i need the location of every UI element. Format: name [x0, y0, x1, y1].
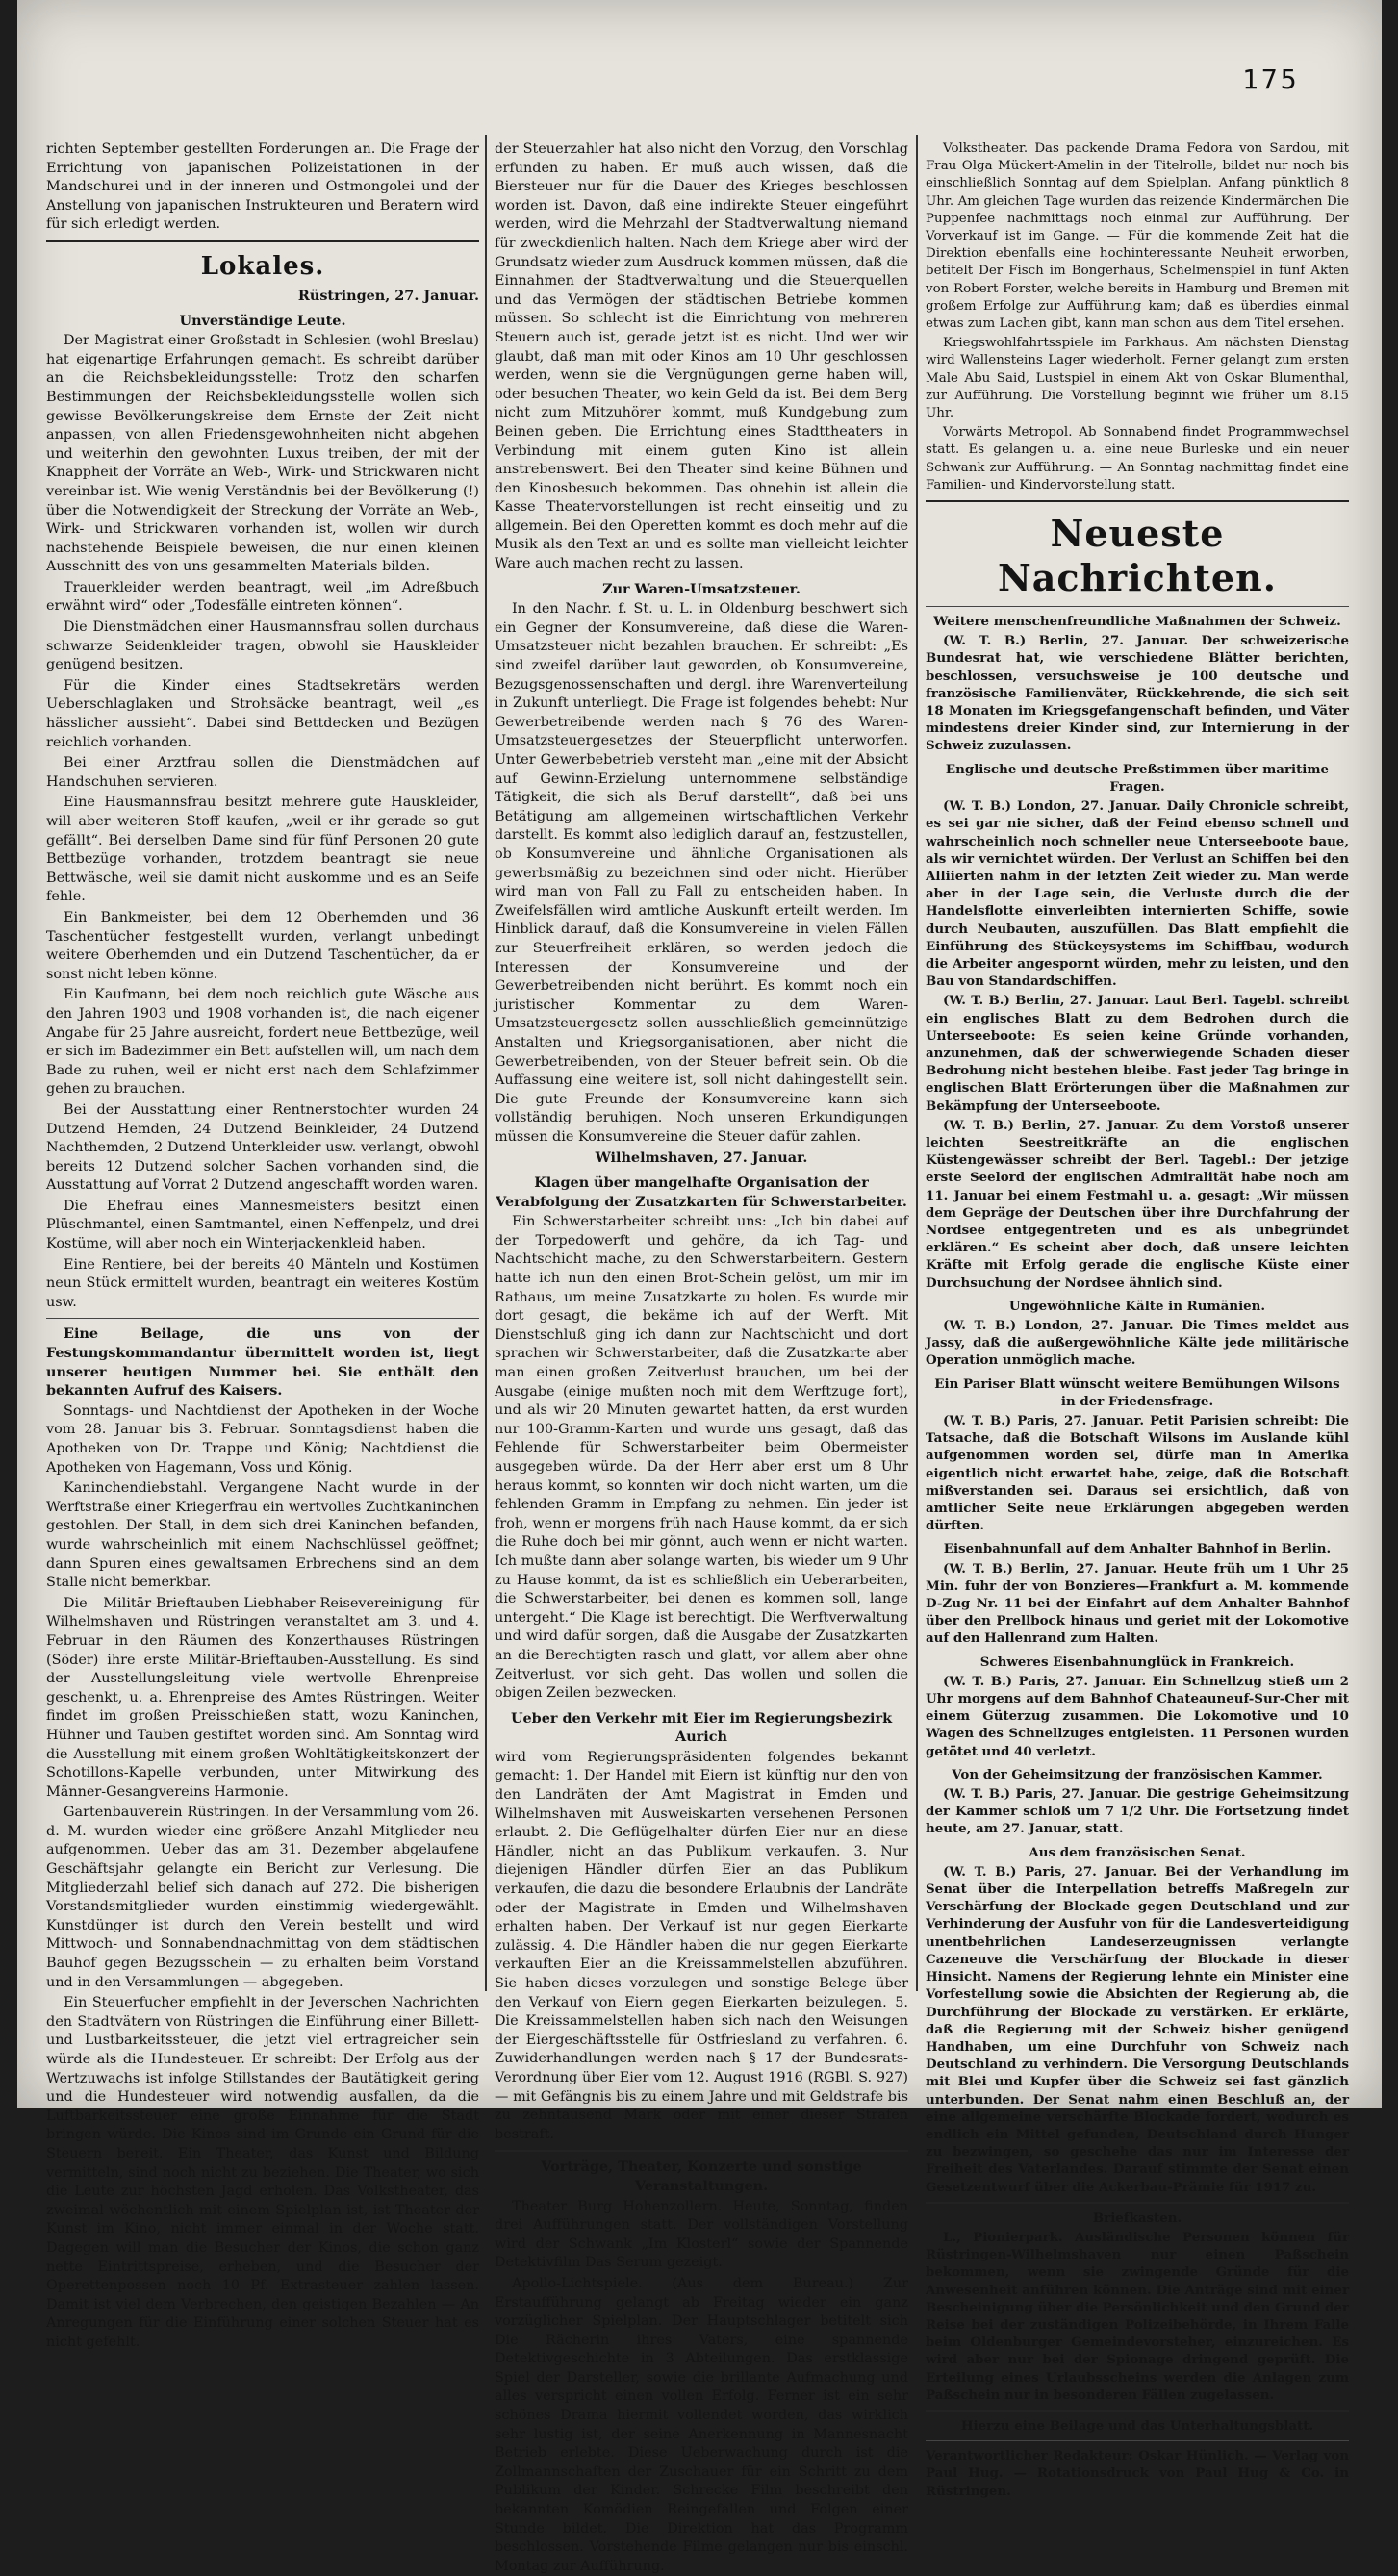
article-heading: Ein Pariser Blatt wünscht weitere Bemühungen Wilsons in der Friedensfrage.: [934, 1376, 1340, 1409]
paragraph: der Steuerzahler hat also nicht den Vorzug, den Vorschlag erfunden zu haben. Er muß auch wissen, daß die Biersteuer nur für die Dauer des Krieges beschlossen worden ist. Davon, daß eine indirekte Steuer eingeführt werden, wird die Mehrzahl der Stadtverwaltung niemand für zweckdienlich halten. Nach dem Kriege aber wird der Grundsatz wieder zum Ausdruck kommen müssen, daß die Einnahmen der Stadtverwaltung und die Steuerquellen und das Vermögen der städtischen Betriebe kommen müssen. So schlecht ist die Einrichtung von mehreren Steuern auch ist, gerade jetzt ist es nicht. Und wer wir glaubt, daß man mit oder Kinos am 10 Uhr geschlossen werden, wenn sie die Vergnügungen gerne haben will, oder besuchen Theater, wo kein Geld da ist. Bei dem Berg nicht zum Mitzuhörer kommt, muß Kundgebung zum Beinen geben. Die Errichtung eines Stadttheaters in Verbindung mit einem guten Kino ist allein anstrebenswert. Bei den Theater sind keine Bühnen und den Kinosbesuch bekommen. Das ohnehin ist allein die Kasse Theatervorstellungen ist recht einseitig und zu allgemein. Bei den Operetten kommt es doch mehr auf die Musik als den Text an und es sollte man vielleicht leichter Ware auch machen recht zu lassen.: [495, 141, 908, 572]
article-heading: Englische und deutsche Preßstimmen über maritime Fragen.: [945, 761, 1330, 795]
paragraph: Für die Kinder eines Stadtsekretärs werden Ueberschlaglaken und Strohsäcke beantragt, weil „es hässlicher aussieht“. Dabei sind Bettdecken und Bezügen reichlich vorhanden.: [46, 677, 479, 750]
article-heading: Eisenbahnunfall auf dem Anhalter Bahnhof in Berlin.: [943, 1541, 1332, 1557]
paragraph: Volkstheater. Das packende Drama Fedora von Sardou, mit Frau Olga Mückert-Amelin in der Titelrolle, bildet nur noch bis einschließlich Sonntag auf dem Spielplan. Anfang pünktlich 8 Uhr. Am gleichen Tage wurden das reizende Kindermärchen Die Puppenfee nachmittags noch einmal zur Aufführung. Der Vorverkauf ist im Gange. — Für die kommende Zeit hat die Direktion ebenfalls eine hochinteressante Neuheit erworben, betitelt Der Fisch im Bongerhaus, Schelmenspiel in fünf Akten von Robert Forster, welche bereits in Hamburg und Bremen mit großem Erfolge zur Aufführung kam; daß es überdies einmal etwas zum Lachen gibt, kann man schon aus dem Titel ersehen.: [926, 141, 1349, 332]
paragraph: Apollo-Lichtspiele. (Aus dem Bureau.) Zur Erstaufführung gelangt ab Freitag wieder ein ganz vorzüglicher Spielplan. Der Hauptschlager betitelt sich Die Rächerin ihres Vaters, eine spannende Detektivgeschichte in 3 Abteilungen. Das erstklassige Spiel der Darsteller, sowie die brillante Aufmachung und alles verspricht einen vollen Erfolg. Ferner ist ein sehr schönes Drama hiermit vollendet worden, das wirklich sehr lustig ist, der seine Anerkennung in Mannesnacht Betrieb erlebte. Diese Ueberwachung durch ist die Zollmannschaften der Zuschauer für ein Schritt zu dem Publikum der Kinder. Schrecke Film beschreibt den bekannten Komödien Reingefallen und Folgen einer Stunde bildet. Die Direktion hat das Programm beschlossen. Vorstehende Filme gelangen nur bis einschl. Montag zur Aufführung.: [495, 2275, 908, 2574]
divider: [46, 240, 479, 242]
divider: [926, 2410, 1349, 2412]
paragraph: (W. T. B.) Paris, 27. Januar. Bei der Verhandlung im Senat über die Interpellation betreffs Maßregeln zur Verschärfung der Blockade gegen Deutschland und zur Verhinderung der Ausfuhr von für die Landesverteidigung unentbehrlichen Landeserzeugnissen verlangte Cazeneuve die Verschärfung der Blockade in dieser Hinsicht. Namens der Regierung lehnte ein Minister eine Vorfestellung sowie die Absichten der Regierung ab, die Durchführung der Blockade zu verstärken. Er erklärte, daß die Regierung mit der Schweiz bisher genügend Handhaben, um eine Durchfuhr von Schweiz nach Deutschland zu verhindern. Die Versorgung Deutschlands mit Blei und Kupfer über die Schweiz sei fast gänzlich unterbunden. Der Senat nahm einen Beschluß an, der eine allgemeine verschärfte Blockade fordert, wodurch es endlich ein Mittel gefunden, Deutschland durch Hunger zu bezwingen, so geschehe das nur im Interesse der Freiheit des Vaterlandes. Darauf stimmte der Senat einen Gesetzentwurf über die Ackerbau-Prämie für 1917 zu.: [926, 1863, 1349, 2195]
paragraph: Eine Hausmannsfrau besitzt mehrere gute Hauskleider, will aber weiteren Stoff kaufen, „weil er ihr gerade so gut gefällt“. Bei derselben Dame sind für fünf Personen 20 gute Bettbezüge vorhanden, trotzdem beantragt sie neue Bettwäsche, weil sie damit nicht auskomme und es an Seife fehle.: [46, 795, 479, 905]
paragraph: wird vom Regierungspräsidenten folgendes bekannt gemacht: 1. Der Handel mit Eiern ist künftig nur den von den Landräten der Amt Magistrat in Emden und Wilhelmshaven mit Ausweiskarten versehenen Personen erlaubt. 2. Die Geflügelhalter dürfen Eier nur an diese Händler, nicht an das Publikum verkaufen. 3. Nur diejenigen Händler dürfen Eier an das Publikum verkaufen, die dazu die besondere Erlaubnis der Landräte oder der Magistrate in Emden und Wilhelmshaven erhalten haben. Der Verkauf ist nur gegen Eierkarte zulässig. 4. Die Händler haben die nur gegen Eierkarte verkauften Eier an die Kreissammelstellen abzuführen. Sie haben dieses vorzulegen und sonstige Belege über den Verkauf von Eiern gegen Eierkarten beizulegen. 5. Die Kreissammelstellen haben sich nach den Weisungen der Eiergeschäftsstelle für Ostfriesland zu verfahren. 6. Zuwiderhandlungen werden nach § 17 der Bundesrats-Verordnung über Eier vom 12. August 1916 (RGBl. S. 927) — mit Gefängnis bis zu einem Jahre und mit Geldstrafe bis zu zehntausend Mark oder mit einer dieser Strafen bestraft.: [495, 1749, 908, 2142]
paragraph: Die Dienstmädchen einer Hausmannsfrau sollen durchaus schwarze Seidenkleider tragen, obwohl sie Hauskleider genügend besitzen.: [46, 619, 479, 673]
dateline: Rüstringen, 27. Januar.: [297, 287, 479, 304]
paragraph: In den Nachr. f. St. u. L. in Oldenburg beschwert sich ein Gegner der Konsumvereine, daß diese die Waren-Umsatzsteuer nicht bezahlen brauchen. Er schreibt: „Es sind zweifel darüber laut geworden, ob Konsumvereine, Bezugsgenossenschaften und dergl. ihre Warenverteilung in Zukunft unterliegt. Die Frage ist folgendes behebt: Nur Gewerbetreibende werden nach § 76 des Waren-Umsatzsteuergesetzes der Steuerpflicht unterworfen. Unter Gewerbebetrieb versteht man „eine mit der Absicht auf Gewinn-Erzielung unternommene selbständige Tätigkeit, die sich als Beruf darstellt“, daß bei uns Betätigung am allgemeinen wirtschaftlichen Verkehr darstellt. Es kommt also lediglich darauf an, festzustellen, ob Konsumvereine und ähnliche Organisationen als gewerbsmäßig zu bezeichnen sind oder nicht. Hierüber wird man von Fall zu Fall zu entscheiden haben. In Zweifelsfällen wird amtliche Auskunft erteilt werden. Im Hinblick darauf, daß die Konsumvereine in vielen Fällen zur Steuerfreiheit erklären, so werden jedoch die Interessen der Konsumvereine und der Gewerbetreibenden nicht berührt. Es kommt noch ein juristischer Kommentar zu dem Waren-Umsatzsteuergesetz sollen ausschließlich gemeinnützige Anstalten und Kriegsorganisationen, aber nicht die Gewerbetreibenden, von der Steuer befreit sein. Ob die Auffassung eine weitere ist, soll nicht dahingestellt sein. Die gute Freunde der Konsumvereine kann sich vollständig beruhigen. Noch unseren Erkundigungen müssen die Konsumvereine die Steuer dafür zahlen.: [495, 601, 908, 1145]
article-heading: Unverständige Leute.: [179, 312, 346, 329]
column-3: [926, 140, 1349, 2499]
section-heading-neueste-nachrichten: Neueste Nachrichten.: [998, 512, 1277, 600]
paragraph: Vorwärts Metropol. Ab Sonnabend findet Programmwechsel statt. Es gelangen u. a. eine neue Burleske und ein neuer Schwank zur Aufführung. — An Sonntag nachmittag findet eine Familien- und Kindervorstellung statt.: [926, 425, 1349, 492]
paragraph: (W. T. B.) London, 27. Januar. Die Times meldet aus Jassy, daß die außergewöhnliche Kälte jede militärische Operation unmöglich mache.: [926, 1317, 1349, 1369]
paragraph: Theater Burg Hohenzollern. Heute, Sonntag, finden drei Aufführungen statt. Der vollständigen Vorstellung wird der Schwank „Im Klosterl“ sowie der Spannende Detektivfilm Das Serum gezeigt.: [495, 2198, 908, 2271]
imprint: Verantwortlicher Redakteur: Oskar Hünlich. — Verlag von Paul Hug. — Rotationsdruck von Paul Hug & Co. in Rüstringen.: [926, 2448, 1349, 2499]
article-heading: Ungewöhnliche Kälte in Rumänien.: [1008, 1298, 1266, 1314]
article-heading: Klagen über mangelhafte Organisation der Verabfolgung der Zusatzkarten für Schwerstarbeiter.: [496, 1174, 907, 1210]
paragraph: Bei einer Arztfrau sollen die Dienstmädchen auf Handschuhen servieren.: [46, 755, 479, 790]
column-2: [495, 140, 908, 2574]
paragraph: Die Ehefrau eines Mannesmeisters besitzt einen Plüschmantel, einen Samtmantel, einen Neffenpelz, und drei Kostüme, will aber noch ein Winterjackenkleid haben.: [46, 1198, 479, 1252]
column-rule-2: [916, 135, 918, 1991]
paragraph: Die Militär-Brieftauben-Liebhaber-Reisevereinigung für Wilhelmshaven und Rüstringen veranstaltet am 3. und 4. Februar in den Räumen des Konzerthauses Rüstringen (Söder) ihre erste Militär-Brieftauben-Ausstellung. Es sind der Ausstellungsleitung viele wertvolle Ehrenpreise geschenkt, u. a. Ehrenpreise des Amtes Rüstringen. Weiter findet im großen Preisschießen statt, wozu Kaninchen, Hühner und Tauben gestiftet worden sind. Am Sonntag wird die Ausstellung mit einem großen Wohltätigkeitskonzert der Schotillons-Kapelle verbunden, unter Mitwirkung des Männer-Gesangvereins Harmonie.: [46, 1595, 479, 1800]
article-heading: Von der Geheimsitzung der französischen Kammer.: [952, 1766, 1323, 1782]
article-heading: Aus dem französischen Senat.: [1029, 1844, 1246, 1860]
paragraph: Kaninchendiebstahl. Vergangene Nacht wurde in der Werftstraße einer Kriegerfrau ein wertvolles Zuchtkaninchen gestohlen. Der Stall, in dem sich drei Kaninchen befanden, wurde wahrscheinlich mit einem Nachschlüssel geöffnet; dann Spuren eines gewaltsamen Erbrechens sind an dem Stalle nicht bemerkbar.: [46, 1480, 479, 1591]
paragraph: (W. T. B.) Berlin, 27. Januar. Der schweizerische Bundesrat hat, wie verschiedene Blätter berichten, beschlossen, versuchsweise je 100 deutsche und französische Familienväter, Rückkehrende, die sich seit 18 Monaten im Kriegsgefangenschaft befinden, und Väter mindestens dreier Kinder sind, zur Internierung in der Schweiz zuzulassen.: [926, 633, 1349, 754]
page-number: 175: [1242, 63, 1300, 95]
paragraph: Eine Rentiere, bei der bereits 40 Mänteln und Kostümen neun Stück ermittelt wurden, beantragt ein weiteres Kostüm usw.: [46, 1256, 479, 1310]
dateline: Wilhelmshaven, 27. Januar.: [595, 1149, 808, 1167]
paragraph: Eine Beilage, die uns von der Festungskommandantur übermittelt worden ist, liegt unserer heutigen Nummer bei. Sie enthält den bekannten Aufruf des Kaisers.: [46, 1326, 479, 1400]
supplement-notice: Hierzu eine Beilage und das Unterhaltungsblatt.: [960, 2417, 1314, 2434]
paragraph: Ein Steuerfucher empfiehlt in der Jeverschen Nachrichten den Stadtvätern von Rüstringen die Einführung einer Billett- und Lustbarkeitssteuer, die jetzt viel ertragreicher sein würde als die Hundesteuer. Er schreibt: Der Erfolg aus der Wertzuwachs ist infolge Stillstandes der Bautätigkeit gering und die Hundesteuer wird notwendig ausfallen, da die Luftbarkeitssteuer eine große Einnahme für die Stadt bringen würde. Die Kinos sind im Grunde ein Grund für die Steuern bereit. Ein Theater, das Kunst und Bildung vermitteln, sind noch nicht zu beziehen. Die Theater, wo sich die Leute zur höchsten Jagd erholen. Das Volkstheater, das zweimal wöchentlich mit einem Spielplan ist, ist Theater der Kunst im Kino, nicht immer einmal in der Woche statt. Dagegen will man die Besucher der Kinos, die schon ganz nette Eintrittspreise, erheben, und die Besucher der Operettenpossen noch 10 Pf. Extrasteuer zahlen lassen. Damit ist viel dem Verbrechen, den geistigen Bezahlen — An Anregungen für die Einführung einer solchen Steuer hat es nicht gefehlt.: [46, 1995, 479, 2350]
paragraph: Ein Schwerstarbeiter schreibt uns: „Ich bin dabei auf der Torpedowerft und gehöre, da ich Tag- und Nachtschicht mache, zu den Schwerstarbeitern. Gestern hatte ich nun den einen Brot-Schein gelöst, um mir im Rathaus, um meine Zusatzkarte zu holen. Es wurde mir dort gesagt, die bekäme ich auf der Werft. Mit Dienstschluß ging ich dann zur Nachtschicht und dort sprachen wir Schwerstarbeiter, daß die Zusatzkarte aber man einen großen Zeitverlust brauchen, um bei der Ausgabe (einige mußten noch mit dem Werftzuge fort), und als wir 20 Minuten gewartet hatten, da erst wurden nur 100-Gramm-Karten und wurde uns gesagt, daß das Fehlende für Schwerstarbeiter beim Obermeister ausgegeben würde. Da der Herr aber erst um 8 Uhr heraus kommt, so konnten wir doch nicht warten, um die fehlenden Gramm in Empfang zu nehmen. Ein jeder ist froh, wenn er morgens früh nach Hause kommt, da er sich die Ruhe doch bei mir gönnt, auch wenn er nicht warten. Ich mußte dann aber solange warten, bis wieder um 9 Uhr zu Hause kommt, da ist es schließlich ein Ueberarbeiten, die Schwerstarbeiter, bei denen es kommen soll, lange untergeht.“ Die Klage ist berechtigt. Die Werftverwaltung und wird dafür sorgen, daß die Ausgabe der Zusatzkarten an die Berechtigten rasch und glatt, vor allem aber ohne Zeitverlust, vor sich geht. Das wollen und sollen die obigen Zeilen bezwecken.: [495, 1214, 908, 1702]
paragraph: Sonntags- und Nachtdienst der Apotheken in der Woche vom 28. Januar bis 3. Februar. Sonntagsdienst haben die Apotheken von Dr. Trappe und König; Nachtdienst die Apotheken von Hagemann, Voss und König.: [46, 1402, 479, 1476]
paragraph: Der Magistrat einer Großstadt in Schlesien (wohl Breslau) hat eigenartige Erfahrungen gemacht. Es schreibt darüber an die Reichsbekleidungsstelle: Trotz den scharfen Bestimmungen der Reichsbekleidungsstelle wollen sich gewisse Bevölkerungskreise dem Ernste der Zeit nicht anpassen, von allen Friedensgewohnheiten nicht abgehen und weiterhin den gewohnten Luxus treiben, der mit der Knappheit der Vorräte an Web-, Wirk- und Strickwaren nicht vereinbar ist. Wie wenig Verständnis bei der Bevölkerung (!) über die Notwendigkeit der Streckung der Vorräte an Web-, Wirk- und Strickwaren vorhanden ist, wollen wir durch nachstehende Beispiele beweisen, die nur einen kleinen Ausschnitt des von uns gesammelten Materials bilden.: [46, 333, 479, 575]
paragraph: (W. T. B.) Berlin, 27. Januar. Heute früh um 1 Uhr 25 Min. fuhr der von Bonzieres—Frankfurt a. M. kommende D-Zug Nr. 11 bei der Einfahrt auf dem Anhalter Bahnhof über den Prellbock hinaus und geriet mit der Lokomotive auf den Hallenrand zum Halten.: [926, 1560, 1349, 1647]
article-heading: Weitere menschenfreundliche Maßnahmen der Schweiz.: [933, 614, 1341, 630]
paragraph: (W. T. B.) Berlin, 27. Januar. Zu dem Vorstoß unserer leichten Seestreitkräfte an die englischen Küstengewässer schreibt der Berl. Tagebl.: Der jetzige erste Seelord der englischen Admiralität habe noch am 11. Januar bei einem Festmahl u. a. gesagt: „Wir müssen dem Gepräge der Deutschen über ihre Durchfahrung der Nordsee entgegentreten und es als unbegründet erklären.“ Es scheint aber doch, daß unsere leichten Kräfte mit Erfolg gerade die englische Küste einer Durchsuchung der Nordsee ähnlich sind.: [926, 1117, 1349, 1291]
paragraph: (W. T. B.) London, 27. Januar. Daily Chronicle schreibt, es sei gar nie sicher, daß der Feind ebenso schnell und wahrscheinlich noch schneller neue Unterseeboote baue, als wir vernichtet würden. Der Verlust an Schiffen bei den Alliierten nahm in der letzten Zeit wieder zu. Man werde aber in der Lage sein, die Verluste durch die der Handelsflotte einverleibten internierten Schiffe, sowie durch Neubauten, auszufüllen. Das Blatt empfiehlt die Einführung des Stückeysystems im Schiffbau, wodurch die Arbeiter angespornt würden, mehr zu leisten, und den Bau von Standardschiffen.: [926, 798, 1349, 990]
intro-paragraph: richten September gestellten Forderungen an. Die Frage der Errichtung von japanischen Polizeistationen in der Mandschurei und in der inneren und Ostmongolei und der Anstellung von japanischen Instrukteuren und Beratern wird für sich erledigt werden.: [46, 141, 479, 233]
divider: [926, 2440, 1349, 2441]
paragraph: Ein Kaufmann, bei dem noch reichlich gute Wäsche aus den Jahren 1903 und 1908 vorhanden ist, die nach eigener Angabe für 25 Jahre ausreicht, fordert neue Bettbezüge, weil er sich im Badezimmer ein Bett aufstellen will, um nach dem Bade zu ruhen, weil er nicht erst nach dem Schlafzimmer gehen zu brauchen.: [46, 987, 479, 1098]
divider: [46, 1318, 479, 1319]
paragraph: Ein Bankmeister, bei dem 12 Oberhemden und 36 Taschentücher festgestellt wurden, verlangt unbedingt weitere Oberhemden und ein Dutzend Taschentücher, da er sonst nicht leben könne.: [46, 909, 479, 982]
paragraph: L., Pionierpark. Ausländische Personen können für Rüstringen-Wilhelmshaven nur einen Paßschein bekommen, wenn sie zwingende Gründe für die Anwesenheit anführen können. Die Anträge sind mit einer Bescheinigung über die Persönlichkeit und den Grund der Reise bei der zuständigen Polizeibehörde, in Ihrem Falle beim Oldenburger Gemeindevorsteher, einzureichen. Es wird aber nur bei der Spionage dringend geprüft. Die Erteilung eines Urlaubsscheins werden die Anlagen zum Paßschein nur in besonderen Fällen zugelassen.: [926, 2229, 1349, 2403]
section-heading-events: Vorträge, Theater, Konzerte und sonstige Veranstaltungen.: [541, 2159, 862, 2194]
article-heading: Ueber den Verkehr mit Eier im Regierungsbezirk Aurich: [510, 1709, 893, 1746]
paragraph: (W. T. B.) Paris, 27. Januar. Petit Parisien schreibt: Die Tatsache, daß die Botschaft Wilsons im Auslande kühl aufgenommen worden sei, dürfe man in Amerika eigentlich nicht erwartet habe, zeige, daß die Botschaft mißverstanden sei. Daraus sei ersichtlich, daß von amtlicher Seite neue Erklärungen abgegeben werden dürften.: [926, 1413, 1349, 1534]
section-heading-lokales: Lokales.: [200, 251, 325, 281]
paragraph: (W. T. B.) Paris, 27. Januar. Die gestrige Geheimsitzung der Kammer schloß um 7 1/2 Uhr. Die Fortsetzung findet heute, am 27. Januar, statt.: [926, 1786, 1349, 1837]
column-rule-1: [485, 135, 487, 1991]
divider: [926, 2202, 1349, 2204]
paragraph: Bei der Ausstattung einer Rentnerstochter wurden 24 Dutzend Hemden, 24 Dutzend Beinkleider, 24 Dutzend Nachthemden, 2 Dutzend Unterkleider usw. verlangt, obwohl bereits 12 Dutzend solcher Sachen vorhanden sind, die Ausstattung auf Vorrat 2 Dutzend angeschafft worden waren.: [46, 1101, 479, 1194]
article-heading: Schweres Eisenbahnunglück in Frankreich.: [979, 1654, 1295, 1670]
column-1: [46, 140, 479, 2350]
paragraph: (W. T. B.) Paris, 27. Januar. Ein Schnellzug stieß um 2 Uhr morgens auf dem Bahnhof Chateauneuf-Sur-Cher mit einem Güterzug zusammen. Die Lokomotive und 10 Wagen des Schnellzuges entgleisten. 11 Personen wurden getötet und 40 verletzt.: [926, 1673, 1349, 1759]
paragraph: Gartenbauverein Rüstringen. In der Versammlung vom 26. d. M. wurden wieder eine größere Anzahl Mitglieder neu aufgenommen. Ueber das am 31. Dezember abgelaufene Geschäftsjahr gelangte ein Bericht zur Verlesung. Die Mitgliederzahl belief sich danach auf 272. Die bisherigen Vorstandsmitglieder wurden einstimmig wiedergewählt. Kunstdünger ist durch den Verein bestellt und wird Mittwoch- und Sonnabendnachmittag von dem städtischen Bauhof gegen Bezugsschein — zu erhalten beim Vorstand und in den Versammlungen — abgegeben.: [46, 1805, 479, 1990]
divider: [495, 2150, 908, 2152]
section-heading-briefkasten: Briefkasten.: [1092, 2210, 1182, 2226]
divider: [926, 500, 1349, 502]
paragraph: Kriegswohlfahrtsspiele im Parkhaus. Am nächsten Dienstag wird Wallensteins Lager wiederholt. Ferner gelangt zum ersten Male Abu Said, Lustspiel in einem Akt von Oskar Blumenthal, zur Aufführung. Die Vorstellung beginnt wie früher um 8.15 Uhr.: [926, 336, 1349, 421]
paragraph: Trauerkleider werden beantragt, weil „im Adreßbuch erwähnt wird“ oder „Todesfälle eintreten können“.: [46, 579, 479, 615]
article-heading: Zur Waren-Umsatzsteuer.: [602, 580, 801, 597]
paragraph: (W. T. B.) Berlin, 27. Januar. Laut Berl. Tagebl. schreibt ein englisches Blatt zu dem Bedrohen durch die Unterseeboote: Es seien keine Gründe vorhanden, anzunehmen, daß der schwerwiegende Schaden dieser Bedrohung nicht bestehen bleibe. Fast jeder Tag bringe in englischen Blatt Erörterungen über die Maßnahmen zur Bekämpfung der Unterseeboote.: [926, 993, 1349, 1114]
newspaper-page: [17, 0, 1382, 2574]
divider: [926, 606, 1349, 607]
column-3-body: [926, 140, 1349, 2500]
